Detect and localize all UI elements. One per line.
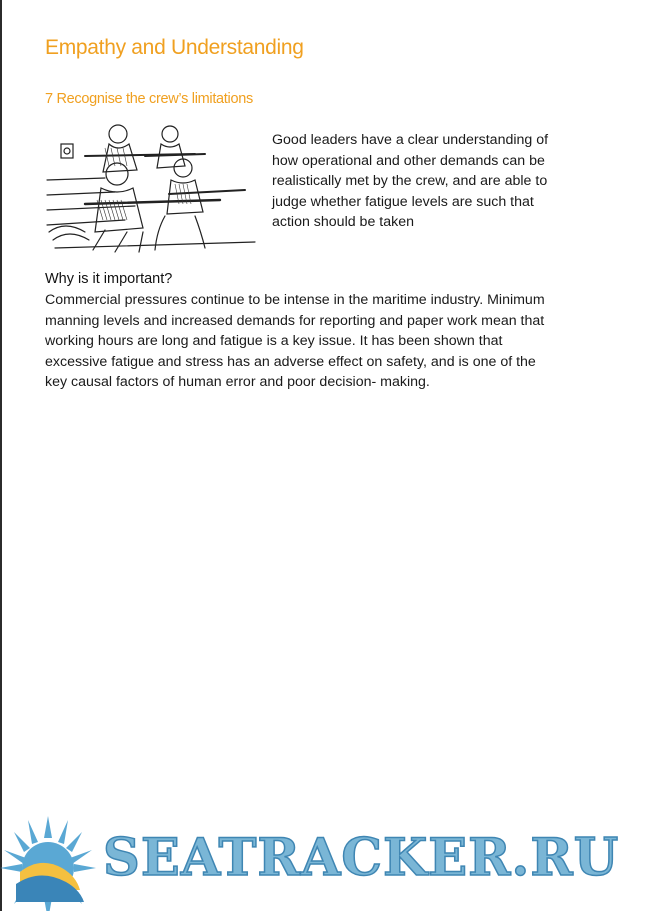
sun-wave-logo-icon <box>0 816 96 911</box>
why-heading: Why is it important? <box>45 271 173 287</box>
rowing-crew-sketch-icon <box>45 120 265 260</box>
body-paragraph: Commercial pressures continue to be intense in the maritime industry. Minimum manning levels and increased demands for reporting and paper work mean that working hours are long and fatigue is a key issue. It has been shown that excessive fatigue and stress has an adverse effect on safety, and is one of the key causal factors of human error and poor decision- making. <box>45 292 545 390</box>
watermark-text: SEATRACKER.RU <box>103 828 620 888</box>
intro-paragraph: Good leaders have a clear understanding of how operational and other demands can be realistically met by the crew, and are able to judge whether fatigue levels are such that action should be taken <box>272 132 549 230</box>
section-heading: 7 Recognise the crew’s limitations <box>45 91 253 107</box>
page-title: Empathy and Understanding <box>45 36 304 59</box>
page-left-border <box>0 0 2 911</box>
